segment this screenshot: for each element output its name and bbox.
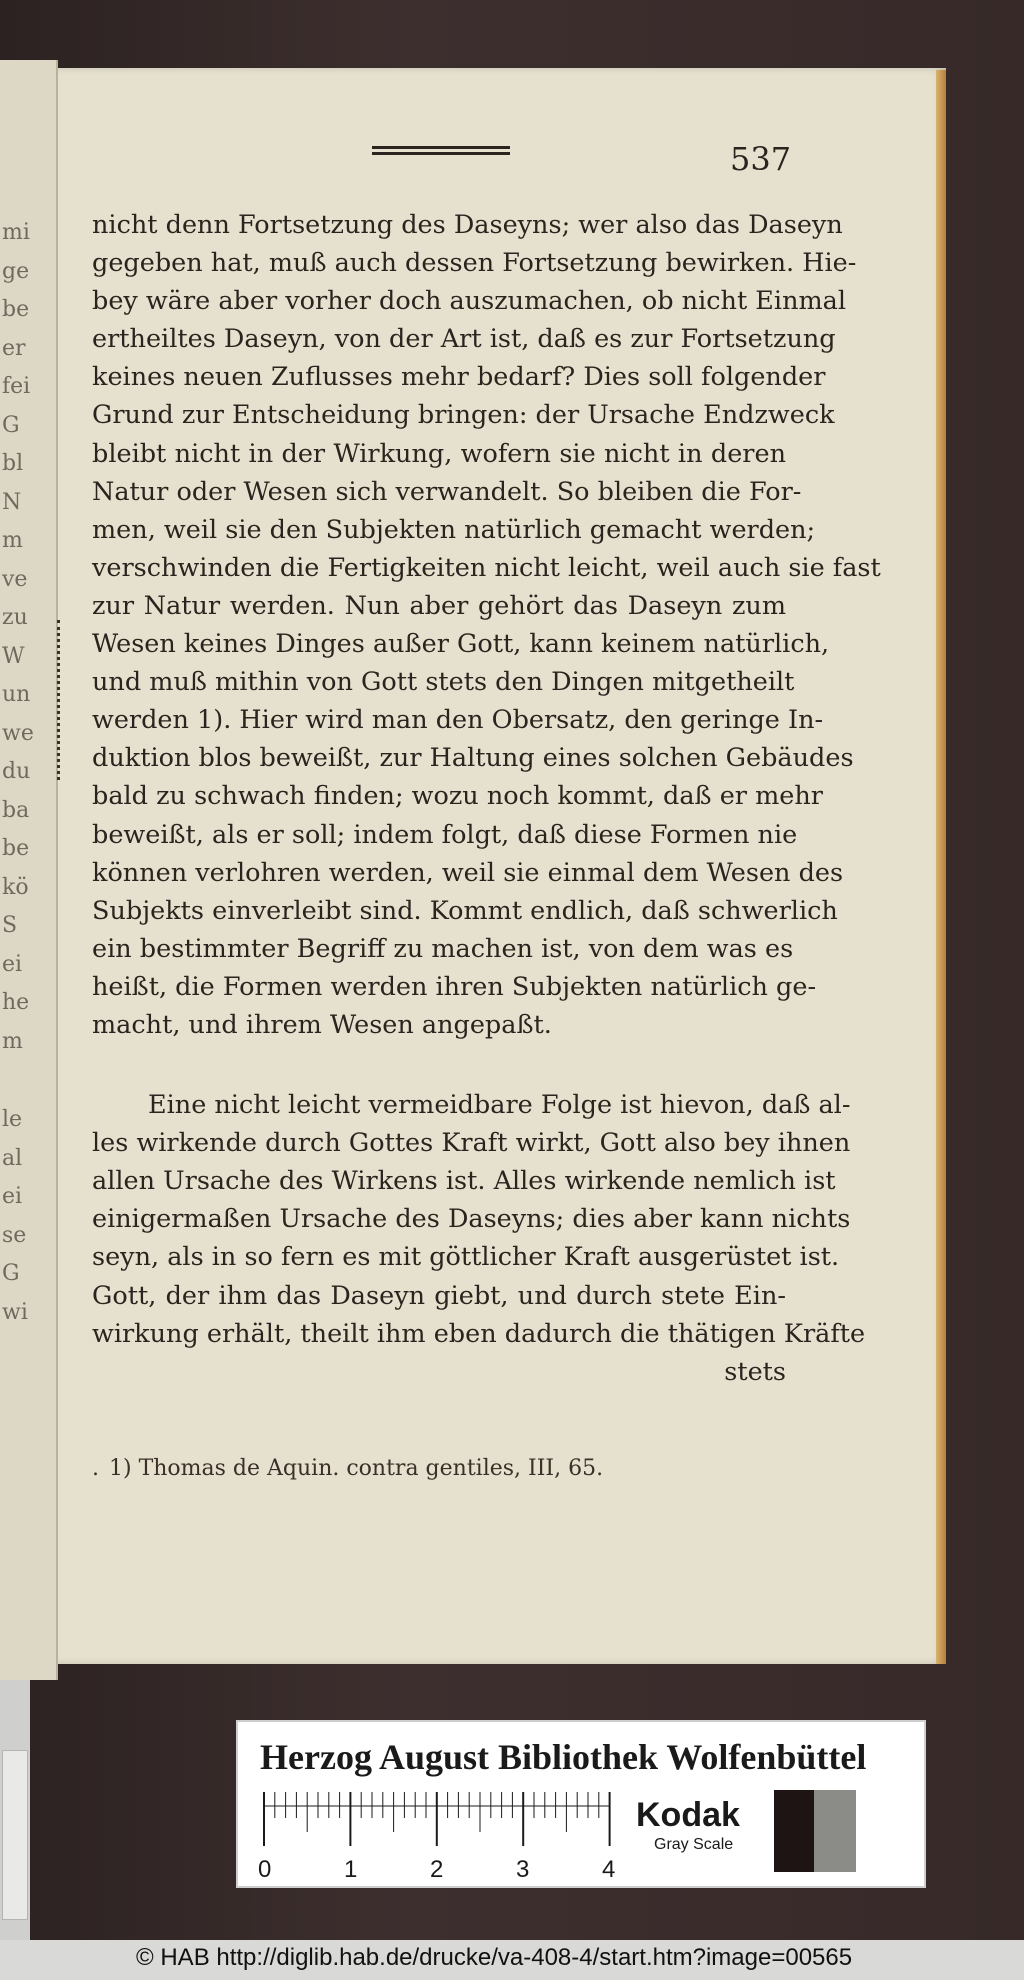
footnote xyxy=(92,1456,792,1481)
adjacent-page-edge xyxy=(0,60,58,1680)
text-line: seyn, als in so fern es mit göttlicher Kraft ausgerüstet ist. xyxy=(92,1242,840,1273)
left-page-fragment: S xyxy=(2,913,18,938)
left-page-fragment: kö xyxy=(2,874,29,900)
gray-scale-label: Gray Scale xyxy=(654,1836,734,1853)
left-page-fragment: m xyxy=(2,1028,23,1054)
left-page-fragment: ve xyxy=(2,566,28,592)
left-page-fragment: be xyxy=(2,297,30,322)
text-line: nicht denn Fortsetzung des Daseyns; wer also das Daseyn xyxy=(92,210,843,240)
text-line: allen Ursache des Wirkens ist. Alles wirkende nemlich ist xyxy=(92,1166,836,1197)
text-line: Grund zur Entscheidung bringen: der Ursache Endzweck xyxy=(92,400,835,431)
text-line: bleibt nicht in der Wirkung, wofern sie nicht in deren xyxy=(92,438,786,469)
left-page-fragment: ge xyxy=(2,258,30,284)
left-page-fragment: fei xyxy=(2,374,31,399)
scan-clip-strip xyxy=(0,1680,30,1940)
left-page-fragment: W xyxy=(2,643,25,669)
body-text xyxy=(92,206,881,1391)
scan-clip-inner xyxy=(2,1750,28,1920)
color-target xyxy=(236,1720,926,1888)
copyright-link[interactable]: © HAB http://diglib.hab.de/drucke/va-408-4/start.htm?image=00565 xyxy=(136,1944,853,1971)
text-line: beweißt, als er soll; indem folgt, daß diese Formen nie xyxy=(92,819,798,850)
text-line: keines neuen Zuflusses mehr bedarf? Dies soll folgender xyxy=(92,362,826,393)
text-line: verschwinden die Fertigkeiten nicht leicht, weil auch sie fast xyxy=(92,552,881,583)
margin-mark xyxy=(57,620,60,780)
left-page-fragment: ei xyxy=(2,1184,23,1209)
text-line: Natur oder Wesen sich verwandelt. So bleiben die For- xyxy=(92,476,802,507)
ruler-ticks xyxy=(260,1792,642,1852)
kodak-logo: Kodak xyxy=(636,1796,740,1834)
header-rule xyxy=(372,146,510,155)
text-line: macht, und ihrem Wesen angepaßt. xyxy=(92,1009,552,1040)
left-page-fragment: ei xyxy=(2,951,23,977)
left-page-fragment: zu xyxy=(2,605,28,630)
text-line: Eine nicht leicht vermeidbare Folge ist hievon, daß al- xyxy=(148,1090,851,1121)
left-page-fragment: he xyxy=(2,990,30,1015)
page-number: 537 xyxy=(730,140,792,178)
left-page-fragment: be xyxy=(2,836,30,861)
text-line: und muß mithin von Gott stets den Dingen mitgetheilt xyxy=(92,667,795,698)
scale-ruler xyxy=(260,1792,642,1852)
text-line: heißt, die Formen werden ihren Subjekten natürlich ge- xyxy=(92,971,817,1002)
left-page-fragment: wi xyxy=(2,1299,28,1325)
text-line: einigermaßen Ursache des Daseyns; dies aber kann nichts xyxy=(92,1204,851,1235)
gray-swatch-white xyxy=(856,1790,906,1872)
gray-swatch-dark xyxy=(774,1790,814,1872)
text-line: Gott, der ihm das Daseyn giebt, und durch stete Ein- xyxy=(92,1280,786,1311)
library-name: Herzog August Bibliothek Wolfenbüttel xyxy=(260,1737,867,1777)
text-line: wirkung erhält, theilt ihm eben dadurch die thätigen Kräfte xyxy=(92,1318,866,1349)
left-page-fragment: G xyxy=(2,1261,20,1286)
left-page-fragment: we xyxy=(2,720,34,746)
text-line: men, weil sie den Subjekten natürlich gemacht werden; xyxy=(92,514,816,545)
left-page-fragment: G xyxy=(2,412,20,438)
text-line: zur Natur werden. Nun aber gehört das Daseyn zum xyxy=(92,590,786,621)
left-page-fragment: mi xyxy=(2,220,30,245)
text-line: werden 1). Hier wird man den Obersatz, den geringe In- xyxy=(92,705,824,736)
text-line: Wesen keines Dinges außer Gott, kann keinem natürlich, xyxy=(92,629,830,660)
text-line: bald zu schwach finden; wozu noch kommt, daß er mehr xyxy=(92,781,823,812)
left-page-fragment: bl xyxy=(2,451,24,476)
ruler-number: 3 xyxy=(516,1856,530,1883)
text-line: ein bestimmter Begriff zu machen ist, von dem was es xyxy=(92,933,794,964)
text-line: stets xyxy=(724,1356,786,1387)
left-page-fragment: ba xyxy=(2,797,30,823)
text-line: les wirkende durch Gottes Kraft wirkt, Gott also bey ihnen xyxy=(92,1128,851,1159)
gray-swatch-mid xyxy=(814,1790,856,1872)
ruler-number: 1 xyxy=(344,1856,358,1883)
ruler-number: 0 xyxy=(258,1856,272,1883)
footnote-text: 1) Thomas de Aquin. contra gentiles, III, 65. xyxy=(109,1456,604,1481)
paragraph-gap xyxy=(92,1044,786,1086)
left-page-fragment: er xyxy=(2,335,26,361)
text-line: können verlohren werden, weil sie einmal dem Wesen des xyxy=(92,857,844,888)
footnote-dot: . xyxy=(92,1456,99,1481)
ruler-number: 4 xyxy=(602,1856,616,1883)
left-page-fragment: du xyxy=(2,759,31,784)
text-line: duktion blos beweißt, zur Haltung eines solchen Gebäudes xyxy=(92,743,854,774)
page-gilt-edge xyxy=(936,70,946,1664)
text-line: gegeben hat, muß auch dessen Fortsetzung bewirken. Hie- xyxy=(92,248,857,279)
left-page-fragment: se xyxy=(2,1222,27,1248)
text-line: Subjekts einverleibt sind. Kommt endlich, daß schwerlich xyxy=(92,895,838,926)
text-line: ertheiltes Daseyn, von der Art ist, daß es zur Fortsetzung xyxy=(92,324,836,355)
left-page-fragment: al xyxy=(2,1145,23,1171)
ruler-number: 2 xyxy=(430,1856,444,1883)
left-page-fragment: le xyxy=(2,1107,23,1132)
text-line: bey wäre aber vorher doch auszumachen, ob nicht Einmal xyxy=(92,286,847,317)
left-page-fragment: un xyxy=(2,682,31,707)
left-page-fragment: N xyxy=(2,489,22,515)
left-page-fragment: m xyxy=(2,528,23,553)
